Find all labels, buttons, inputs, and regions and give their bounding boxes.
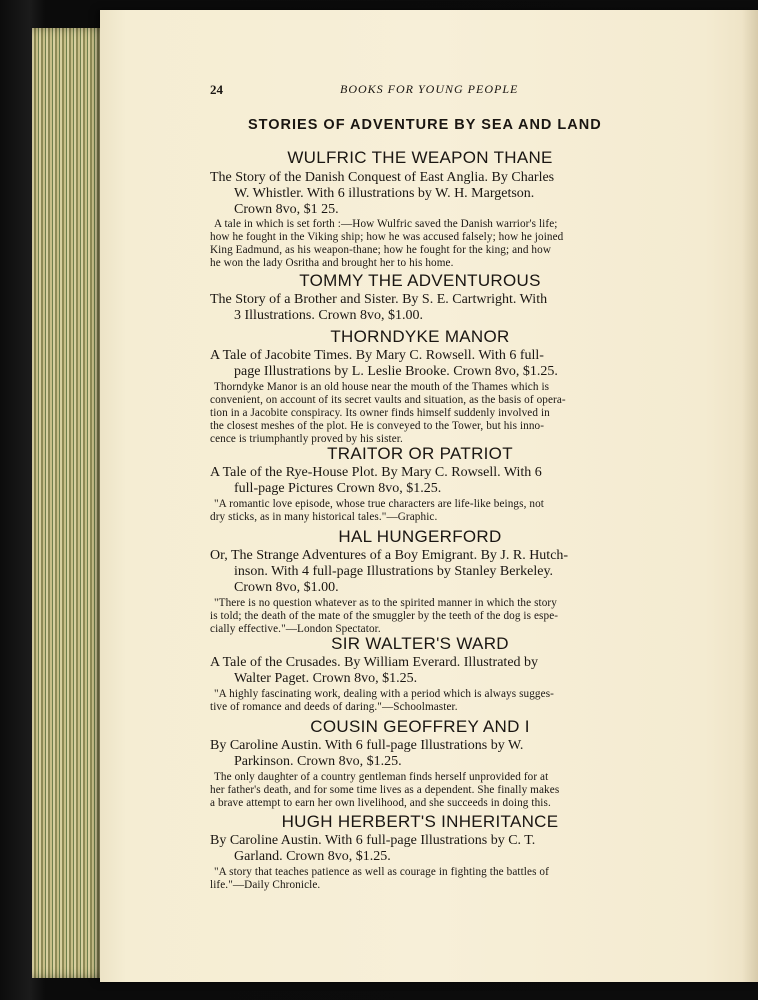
book-blurb: cially effective."—London Spectator. — [210, 623, 381, 635]
book-detail: A Tale of Jacobite Times. By Mary C. Rowsell. With 6 full- — [210, 348, 544, 363]
book-blurb: Thorndyke Manor is an old house near the mouth of the Thames which is — [214, 381, 550, 393]
book-detail: A Tale of the Rye-House Plot. By Mary C. Rowsell. With 6 — [210, 465, 542, 480]
book-title: WULFRIC THE WEAPON THANE — [287, 148, 553, 167]
page-shade — [742, 10, 758, 982]
book-blurb: King Eadmund, as his weapon-thane; how he fought for the king; and how — [210, 244, 552, 256]
book-detail: 3 Illustrations. Crown 8vo, $1.00. — [234, 308, 423, 323]
book-blurb: cence is triumphantly proved by his sister. — [210, 433, 403, 445]
running-head: BOOKS FOR YOUNG PEOPLE — [340, 82, 519, 96]
book-blurb: A tale in which is set forth :—How Wulfric saved the Danish warrior's life; — [214, 218, 558, 230]
book-blurb: "A story that teaches patience as well as courage in fighting the battles of — [214, 866, 549, 878]
book-blurb: her father's death, and for some time lives as a dependent. She finally makes — [210, 784, 560, 796]
book-blurb: is told; the death of the mate of the smuggler by the teeth of the dog is espe- — [210, 610, 559, 622]
book-blurb: "A highly fascinating work, dealing with a period which is always sugges- — [214, 688, 554, 700]
book-blurb: he won the lady Osritha and brought her to his home. — [210, 257, 454, 269]
book-blurb: "There is no question whatever as to the spirited manner in which the story — [214, 597, 557, 609]
book-title: TRAITOR OR PATRIOT — [327, 444, 513, 463]
section-title: STORIES OF ADVENTURE BY SEA AND LAND — [248, 117, 602, 133]
book-title: THORNDYKE MANOR — [330, 327, 510, 346]
book-detail: Or, The Strange Adventures of a Boy Emigrant. By J. R. Hutch- — [210, 548, 569, 563]
book-detail: By Caroline Austin. With 6 full-page Illustrations by W. — [210, 738, 524, 753]
page-number: 24 — [210, 82, 223, 97]
book-blurb: The only daughter of a country gentleman finds herself unprovided for at — [214, 771, 549, 783]
book-title: TOMMY THE ADVENTUROUS — [299, 271, 541, 290]
book-detail: Crown 8vo, $1 25. — [234, 202, 339, 217]
book-detail: The Story of the Danish Conquest of East Anglia. By Charles — [210, 170, 555, 185]
book-detail: The Story of a Brother and Sister. By S. E. Cartwright. With — [210, 292, 548, 307]
book-title: HUGH HERBERT'S INHERITANCE — [281, 812, 559, 831]
book-title: HAL HUNGERFORD — [338, 527, 502, 546]
book-blurb: life."—Daily Chronicle. — [210, 879, 321, 891]
book-blurb: tion in a Jacobite conspiracy. Its owner finds himself suddenly involved in — [210, 407, 550, 419]
book-title: SIR WALTER'S WARD — [331, 634, 509, 653]
book-detail: page Illustrations by L. Leslie Brooke. Crown 8vo, $1.25. — [234, 364, 558, 379]
book-blurb: a brave attempt to earn her own livelihood, and she succeeds in doing this. — [210, 797, 551, 809]
book-detail: Parkinson. Crown 8vo, $1.25. — [234, 754, 402, 769]
book-title: COUSIN GEOFFREY AND I — [310, 717, 530, 736]
book-detail: full-page Pictures Crown 8vo, $1.25. — [234, 481, 442, 496]
book-detail: W. Whistler. With 6 illustrations by W. H. Margetson. — [234, 186, 535, 201]
book-detail: By Caroline Austin. With 6 full-page Illustrations by C. T. — [210, 833, 536, 848]
book-detail: inson. With 4 full-page Illustrations by Stanley Berkeley. — [234, 564, 554, 579]
book-blurb: tive of romance and deeds of daring."—Schoolmaster. — [210, 701, 458, 713]
book-blurb: "A romantic love episode, whose true characters are life-like beings, not — [214, 498, 544, 510]
book-detail: A Tale of the Crusades. By William Everard. Illustrated by — [210, 655, 539, 670]
book-detail: Walter Paget. Crown 8vo, $1.25. — [234, 671, 418, 686]
book-blurb: convenient, on account of its secret vaults and situation, as the basis of opera- — [210, 394, 566, 406]
book-detail: Garland. Crown 8vo, $1.25. — [234, 849, 391, 864]
book-detail: Crown 8vo, $1.00. — [234, 580, 339, 595]
book-blurb: the closest meshes of the plot. He is conveyed to the Tower, but his inno- — [210, 420, 545, 432]
book-blurb: dry sticks, as in many historical tales."—Graphic. — [210, 511, 438, 523]
book-blurb: how he fought in the Viking ship; how he was accused falsely; how he joined — [210, 231, 564, 243]
